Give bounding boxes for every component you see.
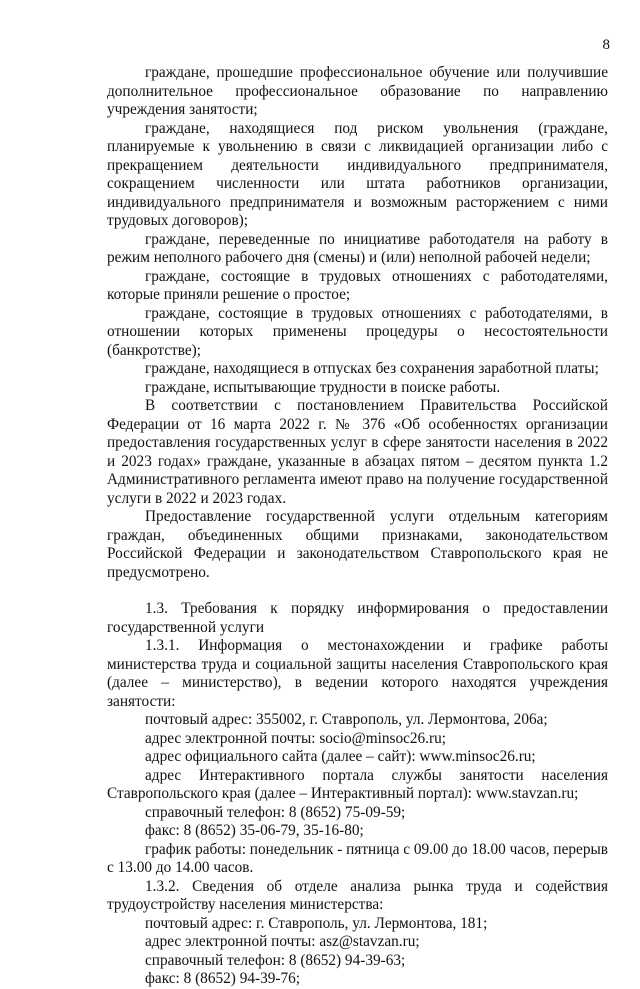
paragraph: график работы: понедельник - пятница с 09.00 до 18.00 часов, перерыв с 13.00 до 14.00 часов. [107,840,608,876]
paragraph: граждане, испытывающие трудности в поиске работы. [145,378,501,396]
paragraph: факс: 8 (8652) 35-06-79, 35-16-80; [145,822,364,839]
paragraph: почтовый адрес: г. Ставрополь, ул. Лермонтова, 181; [145,914,488,932]
section-heading: 1.3. Требования к порядку информирования о предоставлении государственной услуги [107,600,608,636]
paragraph: граждане, прошедшие профессиональное обучение или получившие дополнительное профессиональное образование по направлению учреждения занятости; [107,64,608,118]
paragraph: 1.3.2. Сведения об отделе анализа рынка труда и содействия трудоустройству населения министерства: [107,877,608,913]
paragraph: почтовый адрес: 355002, г. Ставрополь, ул. Лермонтова, 206а; [145,711,548,728]
paragraph: адрес Интерактивного портала службы занятости населения Ставропольского края (далее – Интерактивный портал): www.stavzan.ru; [107,766,608,802]
paragraph: граждане, находящиеся под риском увольнения (граждане, планируемые к увольнению в связи с ликвидацией организации либо с прекращением деятельности индивидуального предпринимателя, сокращением численности или штата работников организации, индивидуального предпринимателя и возможным расторжением с ними трудовых договоров); [107,119,608,229]
paragraph: граждане, переведенные по инициативе работодателя на работу в режим неполного рабочего дня (смены) и (или) неполной рабочей недели; [107,230,608,266]
paragraph: справочный телефон: 8 (8652) 75-09-59; [145,803,406,821]
paragraph: Предоставление государственной услуги отдельным категориям граждан, объединенных общими признаками, законодательством Российской Федерации и законодательством Ставропольского края не предусмотрено. [107,508,608,581]
paragraph: адрес электронной почты: socio@minsoc26.ru; [145,729,446,747]
paragraph: граждане, находящиеся в отпусках без сохранения заработной платы; [145,360,599,377]
document-body [107,64,608,989]
paragraph: граждане, состоящие в трудовых отношениях с работодателями, которые приняли решение о простое; [107,267,608,303]
paragraph: адрес электронной почты: asz@stavzan.ru; [145,933,420,950]
page-number: 8 [602,37,610,53]
paragraph: справочный телефон: 8 (8652) 94-39-63; [145,951,406,969]
paragraph: факс: 8 (8652) 94-39-76; [145,970,301,987]
paragraph: 1.3.1. Информация о местонахождении и графике работы министерства труда и социальной защиты населения Ставропольского края (далее – министерство), в ведении которого находятся учреждения занятости: [107,637,608,710]
paragraph: В соответствии с постановлением Правительства Российской Федерации от 16 марта 2022 г. № 376 «Об особенностях организации предоставления государственных услуг в сфере занятости населения в 2022 и 2023 годах» граждане, указанные в абзацах пятом – десятом пункта 1.2 Административного регламента имеют право на получение государственной услуги в 2022 и 2023 годах. [107,397,608,507]
paragraph: граждане, состоящие в трудовых отношениях с работодателями, в отношении которых применены процедуры о несостоятельности (банкротстве); [107,304,608,359]
paragraph: адрес официального сайта (далее – сайт): www.minsoc26.ru; [145,748,536,765]
